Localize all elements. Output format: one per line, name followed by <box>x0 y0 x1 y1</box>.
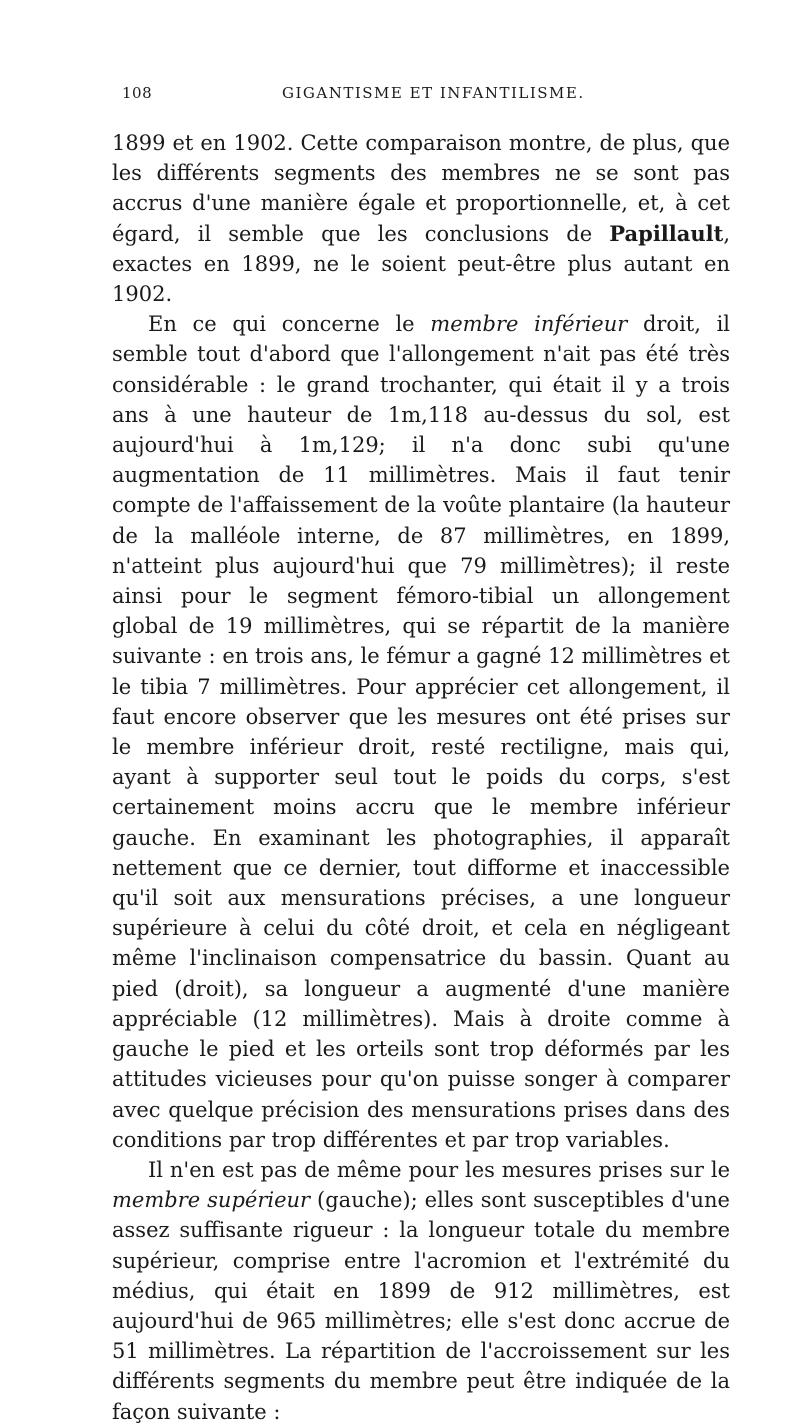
running-head <box>112 84 730 104</box>
body-text <box>112 128 730 1427</box>
paragraph-2-text-b: droit, il semble tout d'abord que l'allongement n'ait pas été très considérable : le grand trochanter, qui était il y a trois ans à une hauteur de 1m,118 au-dessus du sol, est aujourd'hui à 1m,129; il n'a donc subi qu'une augmentation de 11 millimètres. Mais il faut tenir compte de l'affaissement de la voûte plantaire (la hauteur de la malléole interne, de 87 millimètres, en 1899, n'atteint plus aujourd'hui que 79 millimètres); il reste ainsi pour le segment fémoro-tibial un allongement global de 19 millimètres, qui se répartit de la manière suivante : en trois ans, le fémur a gagné 12 millimètres et le tibia 7 millimètres. Pour apprécier cet allongement, il faut encore observer que les mesures ont été prises sur le membre inférieur droit, resté rectiligne, mais qui, ayant à supporter seul tout le poids du corps, s'est certainement moins accru que le membre inférieur gauche. En examinant les photographies, il apparaît nettement que ce dernier, tout difforme et inaccessible qu'il soit aux mensurations précises, a une longueur supérieure à celui du côté droit, et cela en négligeant même l'inclinaison compensatrice du bassin. Quant au pied (droit), sa longueur a augmenté d'une manière appréciable (12 millimètres). Mais à droite comme à gauche le pied et les orteils sont trop déformés par les attitudes vicieuses pour qu'on puisse songer à comparer avec quelque précision des mensurations prises dans des conditions par trop différentes et par trop variables. <box>112 312 730 1152</box>
paragraph-1 <box>112 128 730 309</box>
paragraph-3-text-b: (gauche); elles sont susceptibles d'une assez suffisante rigueur : la longueur totale du membre supérieur, comprise entre l'acromion et l'extrémité du médius, qui était en 1899 de 912 millimètres, est aujourd'hui de 965 millimètres; elle s'est donc accrue de 51 millimètres. La répartition de l'accroissement sur les différents segments du membre peut être indiquée de la façon suivante : <box>112 1188 730 1424</box>
paragraph-1-text-b: , exactes en 1899, ne le soient peut-être plus autant en 1902. <box>112 221 730 307</box>
paragraph-2 <box>112 309 730 1155</box>
emphasis-membre-inferieur: membre inférieur <box>430 312 628 337</box>
page-number: 108 <box>122 84 153 102</box>
paragraph-1-text-a: 1899 et en 1902. Cette comparaison montre, de plus, que les différents segments des membres ne se sont pas accrus d'une manière égale et proportionnelle, et, à cet égard, il semble que les conclusions de <box>112 131 730 246</box>
paragraph-2-text-a: En ce qui concerne le <box>148 312 431 337</box>
paragraph-3-text-a: Il n'en est pas de même pour les mesures prises sur le <box>148 1157 730 1182</box>
paragraph-3 <box>112 1155 730 1427</box>
author-name: Papillault <box>609 220 724 246</box>
emphasis-membre-superieur: membre supérieur <box>112 1188 311 1213</box>
running-title: GIGANTISME ET INFANTILISME. <box>282 84 585 102</box>
